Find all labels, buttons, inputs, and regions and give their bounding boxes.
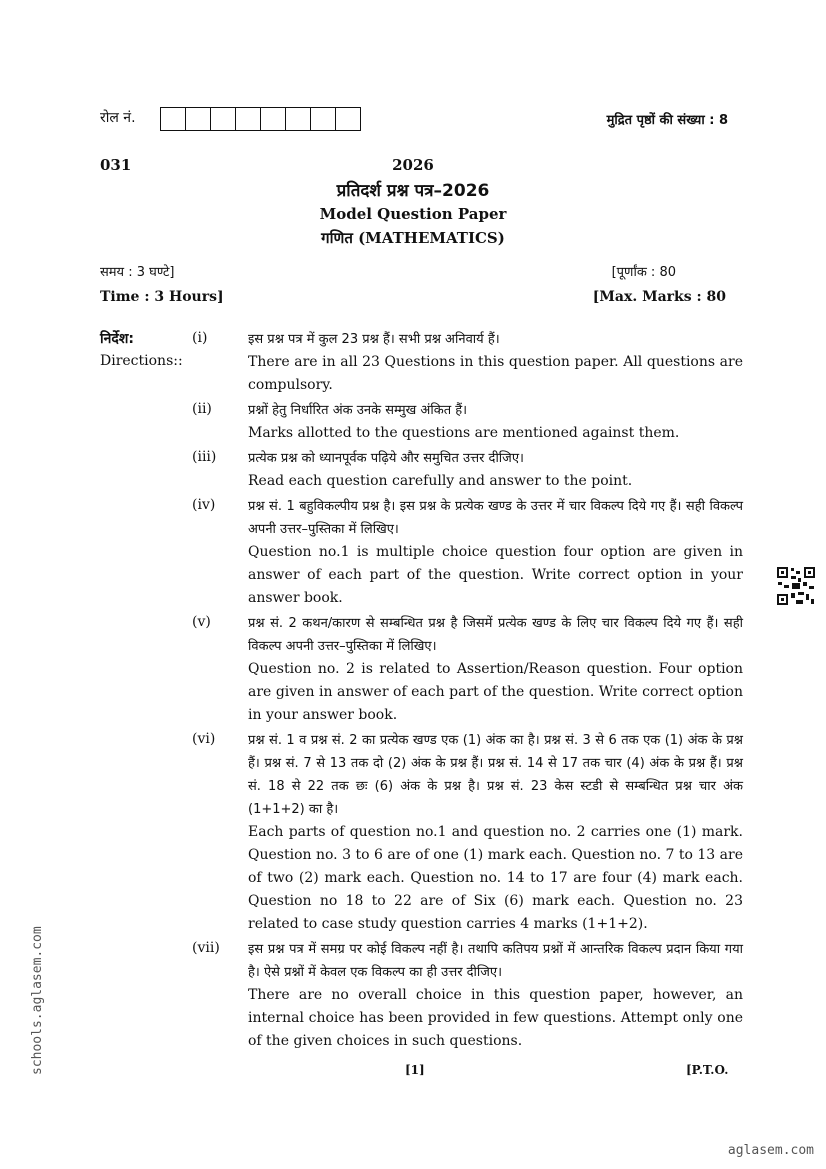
- roll-digit-box[interactable]: [311, 108, 336, 130]
- direction-number: (v): [192, 614, 211, 630]
- direction-text-english: Marks allotted to the questions are mentioned against them.: [248, 425, 680, 441]
- direction-number: (i): [192, 330, 208, 346]
- directions-label-hindi: निर्देश:: [100, 331, 134, 347]
- direction-text-hindi: प्रश्न सं. 2 कथन/कारण से सम्बन्धित प्रश्न है जिसमें प्रत्येक खण्ड के लिए चार विकल्प दिये गए हैं। सही विकल्प अपनी उत्तर–पुस्तिका में लिखिए।: [248, 616, 743, 654]
- paper-code: 031: [100, 156, 132, 174]
- directions-label-english: Directions::: [100, 353, 183, 369]
- direction-item: [0, 938, 826, 1053]
- roll-digit-box[interactable]: [161, 108, 186, 130]
- direction-item: [0, 328, 826, 397]
- max-marks-hindi: [पूर्णांक : 80: [611, 265, 676, 280]
- watermark-side: schools.aglasem.com: [30, 926, 45, 1075]
- direction-number: (vi): [192, 731, 216, 747]
- direction-text-english: Question no. 2 is related to Assertion/Reason question. Four option are given in answer of each part of the question. Write correct option in your answer book.: [248, 661, 743, 723]
- paper-title-hindi: प्रतिदर्श प्रश्न पत्र–2026: [336, 181, 490, 201]
- paper-year: 2026: [392, 156, 434, 174]
- direction-number: (iv): [192, 497, 216, 513]
- direction-item: [0, 495, 826, 610]
- direction-number: (ii): [192, 401, 212, 417]
- direction-number: (iii): [192, 449, 217, 465]
- subject-title: गणित (MATHEMATICS): [321, 229, 505, 247]
- watermark-bottom: aglasem.com: [727, 1143, 814, 1158]
- direction-text-hindi: इस प्रश्न पत्र में कुल 23 प्रश्न हैं। सभी प्रश्न अनिवार्य हैं।: [248, 332, 500, 347]
- direction-text-hindi: प्रत्येक प्रश्न को ध्यानपूर्वक पढ़िये और समुचित उत्तर दीजिए।: [248, 451, 524, 466]
- direction-number: (vii): [192, 940, 220, 956]
- roll-digit-box[interactable]: [261, 108, 286, 130]
- roll-digit-box[interactable]: [286, 108, 311, 130]
- direction-text-english: Each parts of question no.1 and question no. 2 carries one (1) mark. Question no. 3 to 6 are of one (1) mark each. Question no. 7 to 13 are of two (2) mark each. Question no. 14 to 17 are four (4) mark each. Question no 18 to 22 are of Six (6) mark each. Question no. 23 related to case study question carries 4 marks (1+1+2).: [248, 824, 743, 932]
- max-marks-english: [Max. Marks : 80: [592, 289, 726, 305]
- time-english: Time : 3 Hours]: [100, 289, 224, 305]
- please-turn-over: [P.T.O.: [686, 1063, 729, 1077]
- directions-list: [0, 328, 826, 1055]
- page-number: [1]: [405, 1063, 425, 1077]
- direction-text-hindi: इस प्रश्न पत्र में समग्र पर कोई विकल्प नहीं है। तथापि कतिपय प्रश्नों में आन्तरिक विकल्प प्रदान किया गया है। ऐसे प्रश्नों में केवल एक विकल्प का ही उत्तर दीजिए।: [248, 942, 743, 980]
- direction-text-english: Read each question carefully and answer to the point.: [248, 473, 633, 489]
- roll-digit-box[interactable]: [336, 108, 360, 130]
- qr-code-icon: [776, 566, 816, 606]
- direction-item: [0, 612, 826, 727]
- paper-title-english: Model Question Paper: [319, 205, 507, 223]
- direction-text-hindi: प्रश्न सं. 1 बहुविकल्पीय प्रश्न है। इस प्रश्न के प्रत्येक खण्ड के उत्तर में चार विकल्प दिये गए हैं। सही विकल्प अपनी उत्तर–पुस्तिका में लिखिए।: [248, 499, 743, 537]
- printed-pages-count: मुद्रित पृष्ठों की संख्या : 8: [606, 113, 728, 128]
- roll-number-label: रोल नं.: [100, 110, 136, 126]
- roll-digit-box[interactable]: [186, 108, 211, 130]
- direction-item: [0, 729, 826, 936]
- direction-text-hindi: प्रश्नों हेतु निर्धारित अंक उनके सम्मुख अंकित हैं।: [248, 403, 468, 418]
- roll-number-boxes[interactable]: [160, 107, 361, 131]
- direction-item: [0, 447, 826, 493]
- time-hindi: समय : 3 घण्टे]: [100, 265, 175, 280]
- direction-text-hindi: प्रश्न सं. 1 व प्रश्न सं. 2 का प्रत्येक खण्ड एक (1) अंक का है। प्रश्न सं. 3 से 6 तक एक (1) अंक के प्रश्न हैं। प्रश्न सं. 7 से 13 तक दो (2) अंक के प्रश्न हैं। प्रश्न सं. 14 से 17 तक चार (4) अंक के प्रश्न हैं। प्रश्न सं. 18 से 22 तक छः (6) अंक के प्रश्न है। प्रश्न सं. 23 केस स्टडी से सम्बन्धित प्रश्न चार अंक (1+1+2) का है।: [248, 733, 743, 817]
- roll-digit-box[interactable]: [211, 108, 236, 130]
- roll-digit-box[interactable]: [236, 108, 261, 130]
- direction-item: [0, 399, 826, 445]
- direction-text-english: Question no.1 is multiple choice question four option are given in answer of each part of the question. Write correct option in your answer book.: [248, 544, 743, 606]
- direction-text-english: There are in all 23 Questions in this question paper. All questions are compulsory.: [248, 354, 743, 393]
- direction-text-english: There are no overall choice in this question paper, however, an internal choice has been provided in few questions. Attempt only one of the given choices in such questions.: [248, 987, 743, 1049]
